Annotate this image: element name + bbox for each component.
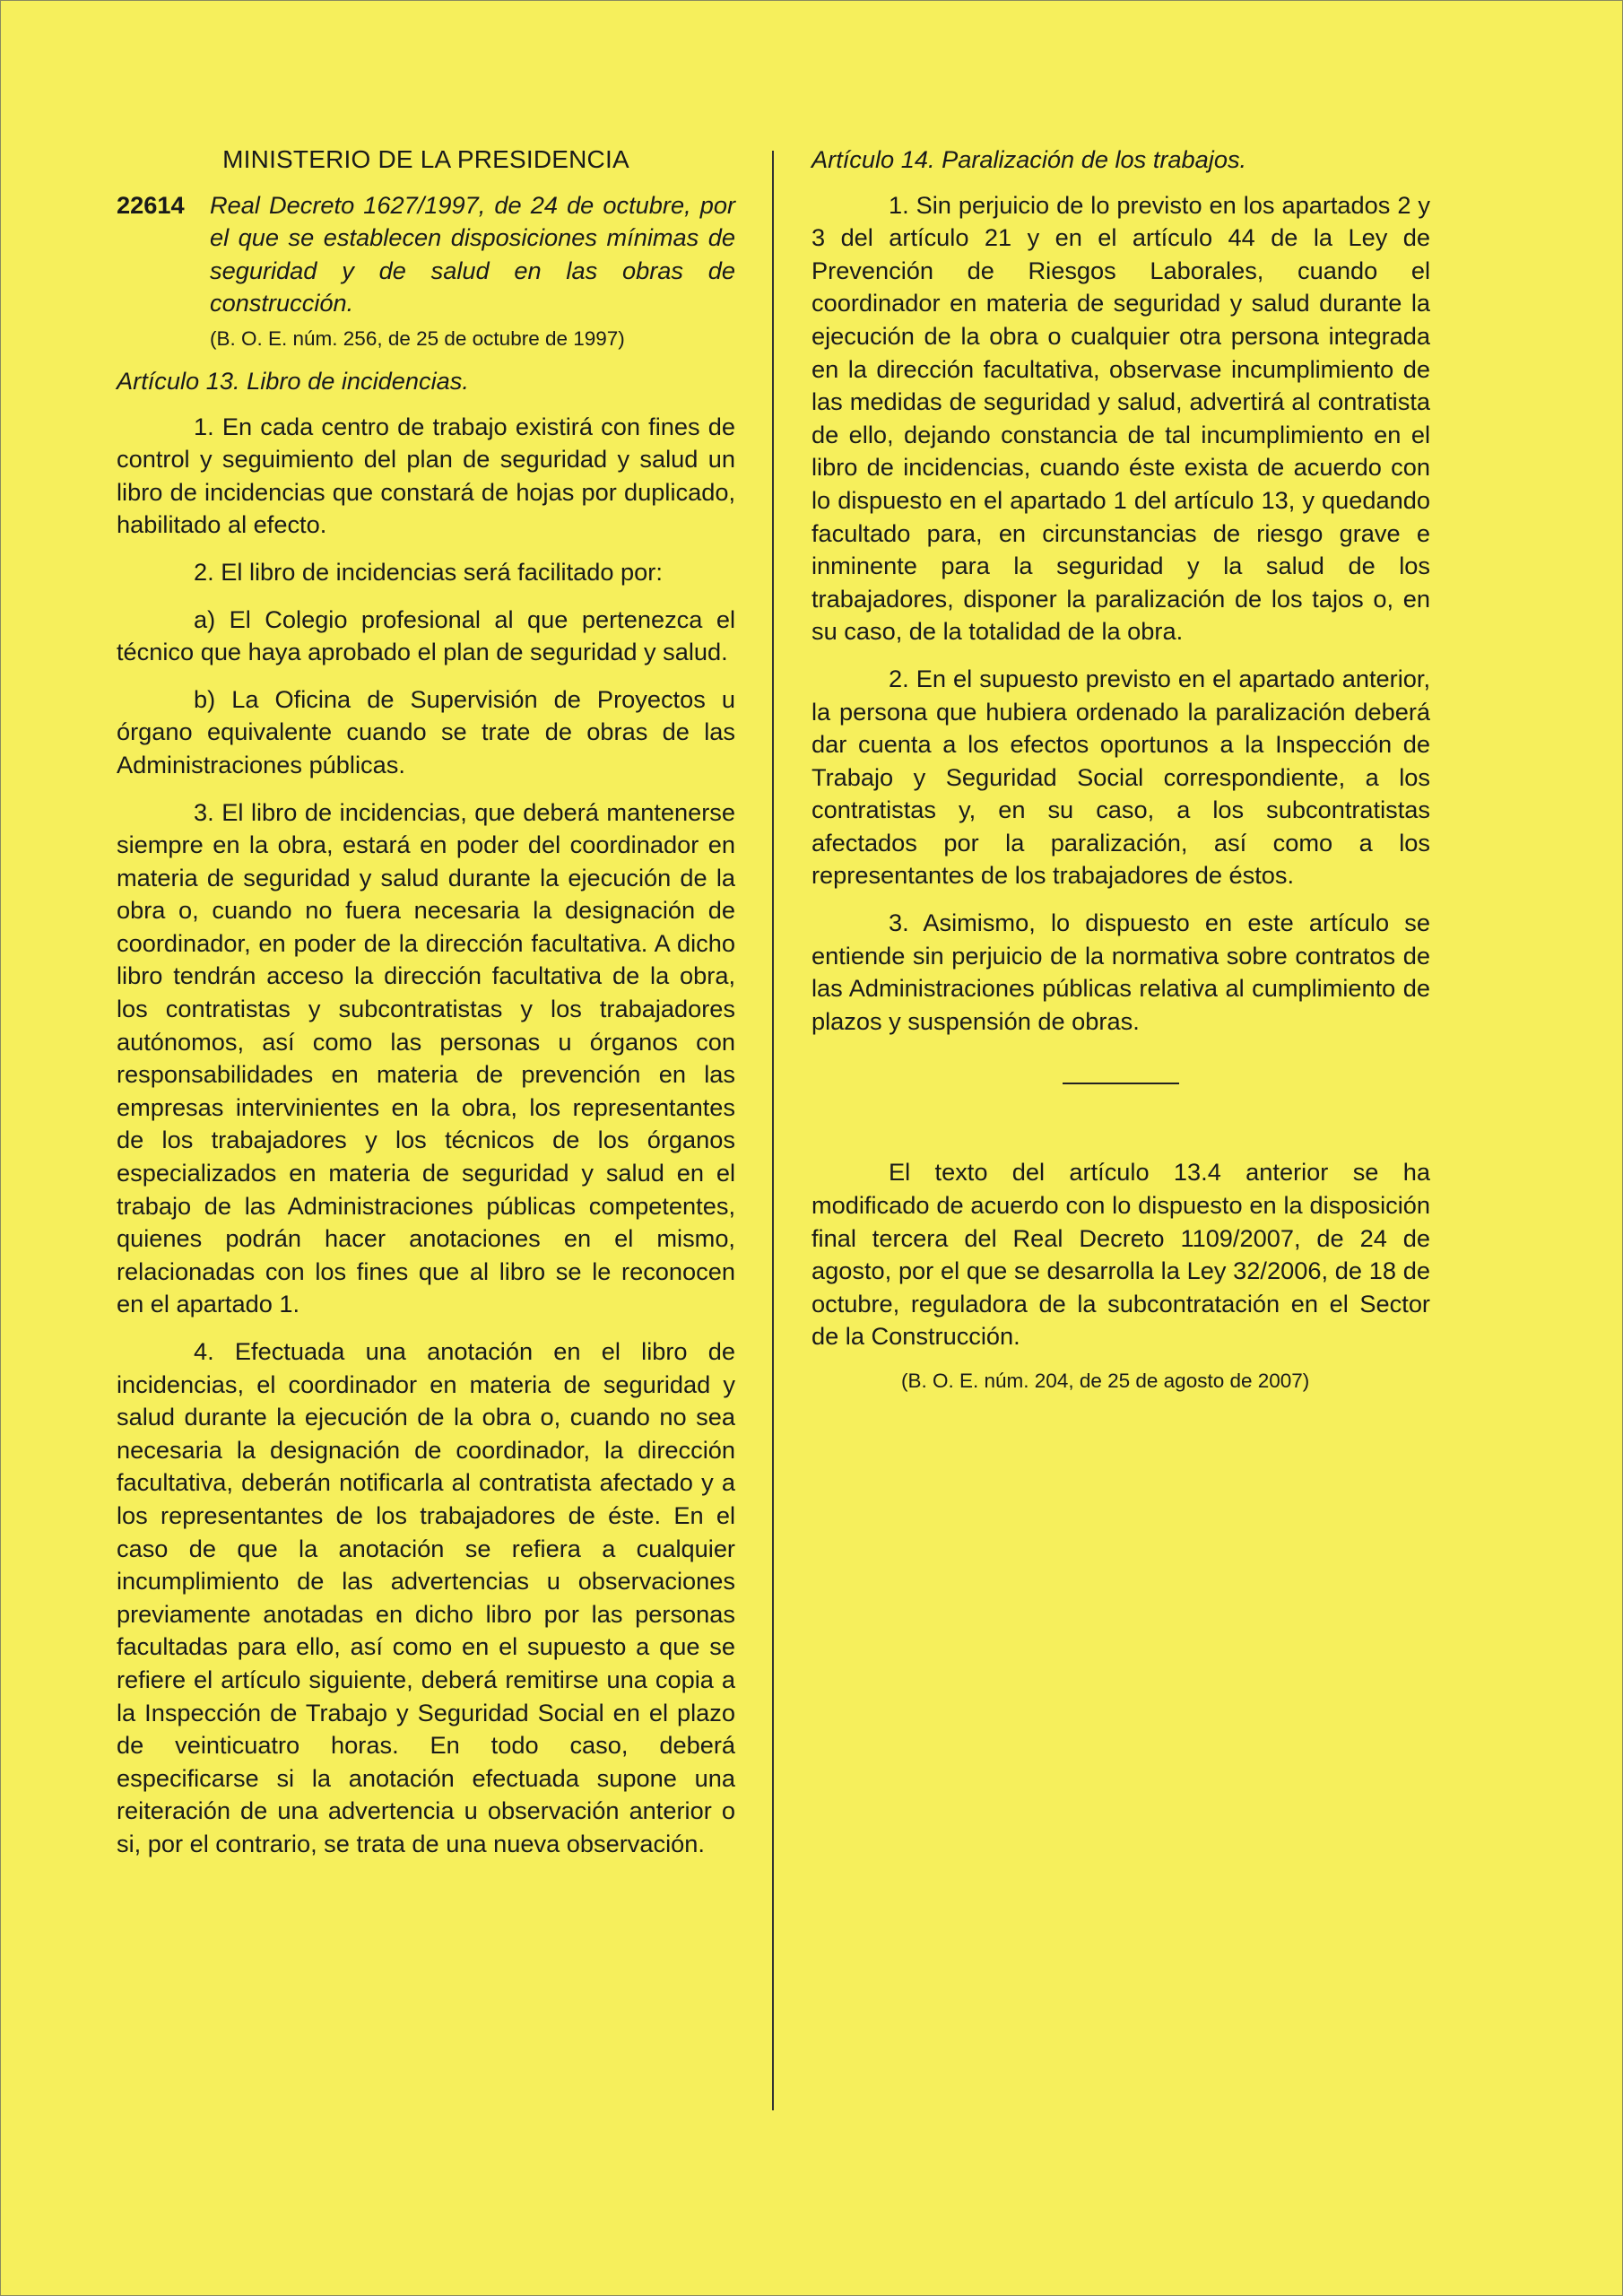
left-column	[117, 144, 735, 1875]
article-14-paragraph-3: 3. Asimismo, lo dispuesto en este artículo se entiende sin perjuicio de la normativa sobre contratos de las Administraciones públicas relativa al cumplimiento de plazos y suspensión de obras.	[812, 909, 1430, 1035]
article-13-paragraph-2: 2. El libro de incidencias será facilitado por:	[194, 557, 663, 586]
modification-note-source: (B. O. E. núm. 204, de 25 de agosto de 2007)	[901, 1370, 1310, 1392]
article-13-heading: Artículo 13. Libro de incidencias.	[117, 366, 469, 395]
decree-body	[210, 189, 735, 352]
decree-source: (B. O. E. núm. 256, de 25 de octubre de 1997)	[210, 326, 625, 350]
modification-note: El texto del artículo 13.4 anterior se ha modificado de acuerdo con lo dispuesto en la disposición final tercera del Real Decreto 1109/2007, de 24 de agosto, por el que se desarrolla la Ley 32/2006, de 18 de octubre, reguladora de la subcontratación en el Sector de la Construcción.	[812, 1158, 1430, 1351]
article-13-paragraph-1: 1. En cada centro de trabajo existirá con fines de control y seguimiento del plan de seguridad y salud un libro de incidencias que constará de hojas por duplicado, habilitado al efecto.	[117, 412, 735, 539]
decree-number: 22614	[117, 190, 185, 219]
article-13-paragraph-3: 3. El libro de incidencias, que deberá mantenerse siempre en la obra, estará en poder del coordinador en materia de seguridad y salud durante la ejecución de la obra o, cuando no fuera necesaria la designación de coordinador, en poder de la dirección facultativa. A dicho libro tendrán acceso la dirección facultativa de la obra, los contratistas y subcontratistas y los trabajadores autónomos, así como las personas u órganos con responsabilidades en materia de prevención en las empresas intervinientes en la obra, los representantes de los trabajadores y los técnicos de los órganos especializados en materia de seguridad y salud en el trabajo de las Administraciones públicas competentes, quienes podrán hacer anotaciones en el mismo, relacionadas con los fines que al libro se le reconocen en el apartado 1.	[117, 797, 735, 1318]
section-separator	[1063, 1083, 1179, 1084]
article-13-paragraph-4: 4. Efectuada una anotación en el libro de incidencias, el coordinador en materia de seguridad y salud durante la ejecución de la obra o, cuando no sea necesaria la designación de coordinador, la dirección facultativa, deberán notificarla al contratista afectado y a los representantes de los trabajadores de éste. En el caso de que la anotación se refiera a cualquier incumplimiento de las advertencias u observaciones previamente anotadas en dicho libro por las personas facultadas para ello, así como en el supuesto a que se refiere el artículo siguiente, deberá remitirse una copia a la Inspección de Trabajo y Seguridad Social en el plazo de veinticuatro horas. En todo caso, deberá especificarse si la anotación efectuada supone una reiteración de una advertencia u observación anterior o si, por el contrario, se trata de una nueva observación.	[117, 1337, 735, 1857]
article-14-paragraph-2: 2. En el supuesto previsto en el apartado anterior, la persona que hubiera ordenado la paralización deberá dar cuenta a los efectos oportunos a la Inspección de Trabajo y Seguridad Social correspondiente, a los contratistas y, en su caso, a los subcontratistas afectados por la paralización, así como a los representantes de los trabajadores de éstos.	[812, 664, 1430, 890]
article-14-paragraph-1: 1. Sin perjuicio de lo previsto en los apartados 2 y 3 del artículo 21 y en el artículo 44 de la Ley de Prevención de Riesgos Laborales, cuando el coordinador en materia de seguridad y salud durante la ejecución de la obra o cualquier otra persona integrada en la dirección facultativa, observase incumplimiento de las medidas de seguridad y salud, advertirá al contratista de ello, dejando constancia de tal incumplimiento en el libro de incidencias, cuando éste exista de acuerdo con lo dispuesto en el apartado 1 del artículo 13, y quedando facultado para, en circunstancias de riesgo grave e inminente para la seguridad y la salud de los trabajadores, disponer la paralización de los tajos o, en su caso, de la totalidad de la obra.	[812, 190, 1430, 646]
column-divider	[772, 151, 774, 2110]
decree-block	[117, 189, 735, 352]
right-column	[812, 144, 1430, 1395]
article-13-paragraph-2b: b) La Oficina de Supervisión de Proyectos u órgano equivalente cuando se trate de obras de las Administraciones públicas.	[117, 684, 735, 778]
ministry-heading: MINISTERIO DE LA PRESIDENCIA	[222, 145, 629, 173]
article-14-heading: Artículo 14. Paralización de los trabajos.	[812, 145, 1247, 173]
decree-title: Real Decreto 1627/1997, de 24 de octubre, por el que se establecen disposiciones mínimas de seguridad y de salud en las obras de construcción.	[210, 190, 735, 317]
article-13-paragraph-2a: a) El Colegio profesional al que pertenezca el técnico que haya aprobado el plan de seguridad y salud.	[117, 604, 735, 666]
